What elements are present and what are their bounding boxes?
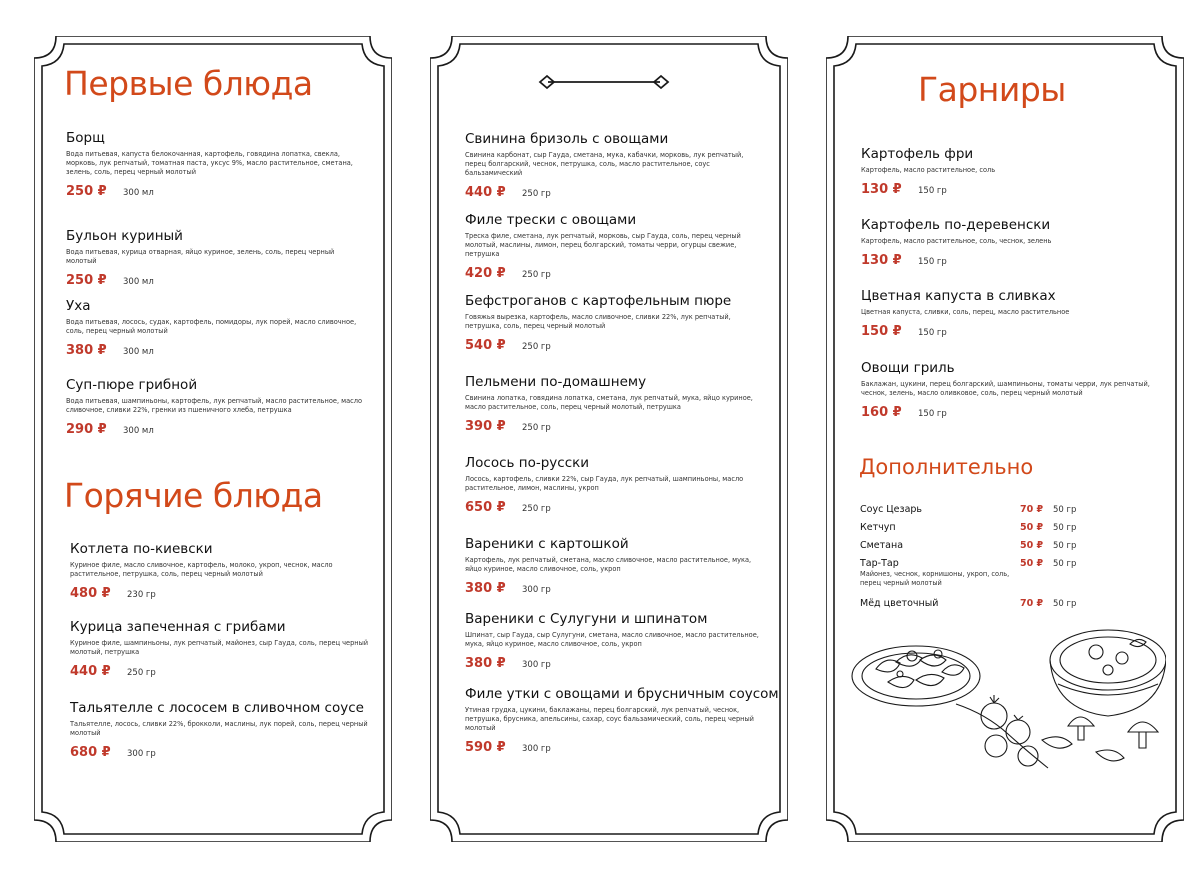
dish-name: Филе утки с овощами и брусничным соусом — [465, 686, 779, 702]
dish-price: 590 ₽ — [465, 740, 506, 755]
dish-description: Свинина лопатка, говядина лопатка, сметана, лук репчатый, мука, яйцо куриное, масло растительное, соль, перец черный молотый, петрушка — [465, 394, 753, 411]
food-sketch-illustration — [846, 614, 1166, 774]
dish-name: Картофель фри — [861, 146, 974, 162]
dish-price: 380 ₽ — [66, 343, 107, 358]
dish-item — [66, 377, 366, 437]
dish-price: 420 ₽ — [465, 266, 506, 281]
dish-portion: 300 гр — [522, 660, 551, 670]
section-title-first-courses: Первые блюда — [64, 64, 313, 103]
dish-portion: 300 мл — [123, 426, 154, 436]
dish-description: Треска филе, сметана, лук репчатый, морковь, сыр Гауда, соль, перец черный молотый, маслины, лимон, перец болгарский, томаты черри, огурцы свежие, петрушка — [465, 232, 741, 258]
dish-description: Баклажан, цукини, перец болгарский, шампиньоны, томаты черри, лук репчатый, чеснок, зелень, масло оливковое, соль, перец черный молотый — [861, 380, 1150, 397]
dish-description: Цветная капуста, сливки, соль, перец, масло растительное — [861, 308, 1070, 316]
dish-price: 250 ₽ — [66, 184, 107, 199]
dish-price: 540 ₽ — [465, 338, 506, 353]
dish-item — [66, 130, 366, 199]
dish-name: Тальятелле с лососем в сливочном соусе — [70, 700, 364, 716]
dish-price: 380 ₽ — [465, 656, 506, 671]
dish-item — [465, 293, 765, 353]
dish-name: Пельмени по-домашнему — [465, 374, 647, 390]
dish-name: Бульон куриный — [66, 228, 183, 244]
section-title-garnishes: Гарниры — [918, 70, 1066, 109]
extra-price: 70 ₽ — [1020, 504, 1044, 515]
extra-description: Майонез, чеснок, корнишоны, укроп, соль, перец черный молотый — [860, 570, 1010, 587]
dish-item — [465, 686, 779, 755]
menu-panel-left — [34, 36, 392, 842]
extra-portion: 50 гр — [1053, 505, 1077, 515]
dish-item — [66, 228, 366, 288]
dish-name: Свинина бризоль с овощами — [465, 131, 669, 147]
dish-description: Вода питьевая, лосось, судак, картофель, помидоры, лук порей, масло сливочное, соль, перец черный молотый — [66, 318, 357, 335]
dish-price: 650 ₽ — [465, 500, 506, 515]
dish-portion: 250 гр — [522, 423, 551, 433]
dish-portion: 300 мл — [123, 277, 154, 287]
dish-name: Котлета по-киевски — [70, 541, 213, 557]
extra-price: 70 ₽ — [1020, 598, 1044, 609]
dish-description: Шпинат, сыр Гауда, сыр Сулугуни, сметана, масло сливочное, масло растительное, мука, яйцо куриное, масло сливочное, соль, укроп — [465, 631, 759, 648]
extras-list — [860, 504, 1090, 616]
dish-price: 150 ₽ — [861, 324, 902, 339]
menu-panel-right — [826, 36, 1184, 842]
dish-portion: 250 гр — [127, 668, 156, 678]
dish-item — [465, 536, 765, 596]
dish-price: 130 ₽ — [861, 253, 902, 268]
dish-name: Картофель по-деревенски — [861, 217, 1051, 233]
dish-portion: 150 гр — [918, 328, 947, 338]
dish-description: Вода питьевая, шампиньоны, картофель, лук репчатый, масло растительное, масло сливочное, сливки 22%, гренки из пшеничного хлеба, петрушка — [66, 397, 363, 414]
dish-item — [465, 374, 765, 434]
dish-portion: 300 мл — [123, 347, 154, 357]
dish-name: Уха — [66, 298, 91, 314]
dish-item — [66, 298, 366, 358]
dish-item — [70, 541, 370, 601]
dish-portion: 150 гр — [918, 409, 947, 419]
dish-portion: 300 гр — [127, 749, 156, 759]
dish-price: 290 ₽ — [66, 422, 107, 437]
dish-description: Картофель, лук репчатый, сметана, масло сливочное, масло растительное, мука, яйцо куриное, масло сливочное, соль, укроп — [465, 556, 752, 573]
dish-portion: 250 гр — [522, 504, 551, 514]
dish-portion: 300 гр — [522, 585, 551, 595]
dish-price: 480 ₽ — [70, 586, 111, 601]
menu-panel-middle — [430, 36, 788, 842]
extra-portion: 50 гр — [1053, 599, 1077, 609]
dish-item — [861, 288, 1161, 339]
dish-description: Утиная грудка, цукини, баклажаны, перец болгарский, лук репчатый, чеснок, петрушка, брусника, апельсины, сахар, соус бальзамический, соль, перец черный молотый — [465, 706, 754, 732]
dish-portion: 300 гр — [522, 744, 551, 754]
extra-price: 50 ₽ — [1020, 522, 1044, 533]
extra-item — [860, 558, 1090, 598]
dish-item — [861, 146, 1161, 197]
dish-item — [465, 611, 765, 671]
dish-price: 380 ₽ — [465, 581, 506, 596]
dish-item — [465, 131, 765, 200]
ornament-divider-icon — [538, 74, 670, 90]
dish-portion: 250 гр — [522, 342, 551, 352]
dish-name: Лосось по-русски — [465, 455, 590, 471]
extra-item — [860, 540, 1090, 558]
dish-description: Лосось, картофель, сливки 22%, сыр Гауда, лук репчатый, шампиньоны, масло растительное, лимон, маслины, укроп — [465, 475, 744, 492]
dish-portion: 150 гр — [918, 186, 947, 196]
dish-price: 250 ₽ — [66, 273, 107, 288]
dish-description: Картофель, масло растительное, соль, чеснок, зелень — [861, 237, 1052, 245]
dish-description: Куриное филе, шампиньоны, лук репчатый, майонез, сыр Гауда, соль, перец черный молотый, петрушка — [70, 639, 369, 656]
dish-name: Вареники с Сулугуни и шпинатом — [465, 611, 708, 627]
dish-description: Свинина карбонат, сыр Гауда, сметана, мука, кабачки, морковь, лук репчатый, перец болгарский, чеснок, петрушка, соль, масло растительное, соус бальзамический — [465, 151, 744, 177]
extra-name: Тар-Тар — [860, 558, 899, 569]
dish-price: 440 ₽ — [465, 185, 506, 200]
dish-portion: 250 гр — [522, 270, 551, 280]
extra-name: Мёд цветочный — [860, 598, 939, 609]
dish-item — [465, 455, 765, 515]
dish-item — [861, 217, 1161, 268]
dish-name: Борщ — [66, 130, 105, 146]
dish-portion: 250 гр — [522, 189, 551, 199]
dish-description: Куриное филе, масло сливочное, картофель, молоко, укроп, чеснок, масло растительное, петрушка, соль, перец черный молотый — [70, 561, 333, 578]
dish-portion: 230 гр — [127, 590, 156, 600]
dish-name: Курица запеченная с грибами — [70, 619, 286, 635]
extra-name: Соус Цезарь — [860, 504, 923, 515]
section-title-extras: Дополнительно — [859, 455, 1034, 479]
dish-item — [861, 360, 1161, 420]
dish-name: Овощи гриль — [861, 360, 955, 376]
dish-name: Филе трески с овощами — [465, 212, 637, 228]
dish-name: Бефстроганов с картофельным пюре — [465, 293, 732, 309]
dish-price: 160 ₽ — [861, 405, 902, 420]
dish-price: 680 ₽ — [70, 745, 111, 760]
dish-price: 130 ₽ — [861, 182, 902, 197]
dish-item — [70, 700, 370, 760]
dish-price: 440 ₽ — [70, 664, 111, 679]
dish-portion: 150 гр — [918, 257, 947, 267]
dish-item — [465, 212, 765, 281]
dish-description: Вода питьевая, капуста белокочанная, картофель, говядина лопатка, свекла, морковь, лук репчатый, томатная паста, уксус 9%, масло растительное, сметана, зелень, соль, перец черный молотый — [66, 150, 353, 176]
dish-price: 390 ₽ — [465, 419, 506, 434]
extra-portion: 50 гр — [1053, 541, 1077, 551]
dish-description: Вода питьевая, курица отварная, яйцо куриное, зелень, соль, перец черный молотый — [66, 248, 335, 265]
dish-description: Картофель, масло растительное, соль — [861, 166, 996, 174]
dish-name: Цветная капуста в сливках — [861, 288, 1056, 304]
extra-name: Сметана — [860, 540, 904, 551]
extra-price: 50 ₽ — [1020, 558, 1044, 569]
dish-description: Говяжья вырезка, картофель, масло сливочное, сливки 22%, лук репчатый, петрушка, соль, перец черный молотый — [465, 313, 731, 330]
dish-name: Суп-пюре грибной — [66, 377, 198, 393]
dish-item — [70, 619, 370, 679]
extra-name: Кетчуп — [860, 522, 896, 533]
dish-portion: 300 мл — [123, 188, 154, 198]
extra-portion: 50 гр — [1053, 559, 1077, 569]
section-title-hot-dishes: Горячие блюда — [64, 476, 323, 515]
extra-item — [860, 522, 1090, 540]
extra-portion: 50 гр — [1053, 523, 1077, 533]
extra-price: 50 ₽ — [1020, 540, 1044, 551]
extra-item — [860, 504, 1090, 522]
dish-description: Тальятелле, лосось, сливки 22%, брокколи, маслины, лук порей, соль, перец черный молотый — [70, 720, 368, 737]
dish-name: Вареники с картошкой — [465, 536, 629, 552]
